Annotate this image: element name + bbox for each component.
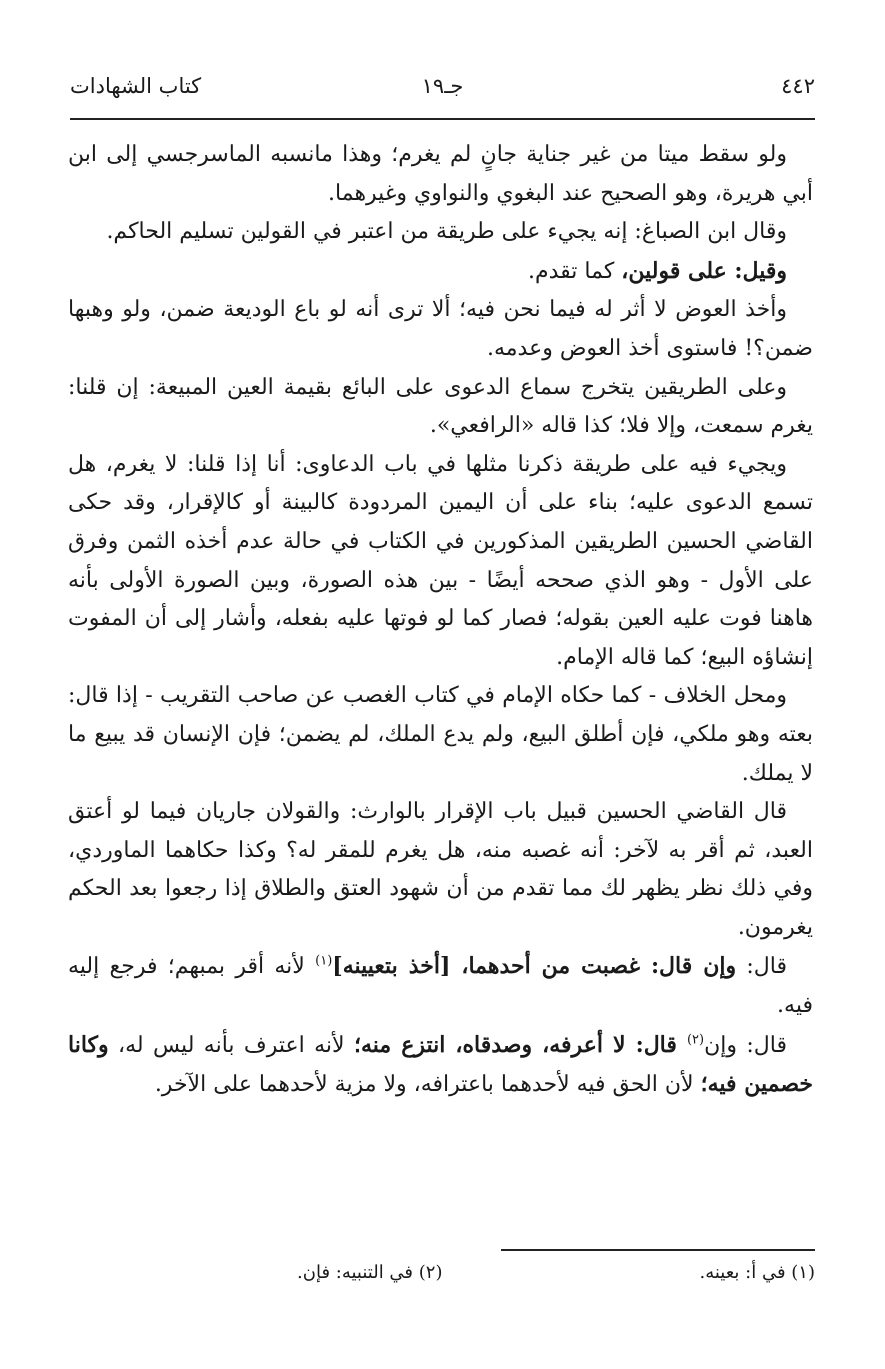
- paragraph: قال القاضي الحسين قبيل باب الإقرار بالوارث: والقولان جاريان فيما لو أعتق العبد، ثم أقر به لآخر: أنه غصبه منه، هل يغرم للمقر له؟ وكذا حكاهما الماوردي، وفي ذلك نظر يظهر لك مما تقدم من أن شهود العتق والطلاق إذا رجعوا بعد الحكم يغرمون.: [68, 799, 813, 940]
- book-title: كتاب الشهادات: [70, 74, 202, 98]
- paragraph: ومحل الخلاف - كما حكاه الإمام في كتاب الغصب عن صاحب التقريب - إذا قال: بعته وهو ملكي، فإن أطلق البيع، ولم يدع الملك، لم يضمن؛ فإن الإنسان قد يبيع ما لا يملك.: [68, 683, 813, 786]
- header-divider: [70, 118, 815, 120]
- volume-label: جـ١٩: [421, 74, 464, 98]
- paragraph: [68, 947, 813, 1025]
- matn-text: وكانا خصمين فيه؛: [68, 1031, 813, 1098]
- paragraph: ويجيء فيه على طريقة ذكرنا مثلها في باب الدعاوى: أنا إذا قلنا: لا يغرم، هل تسمع الدعوى عليه؛ بناء على أن اليمين المردودة كالبينة أو كالإقرار، وقد حكى القاضي الحسين الطريقين المذكورين في الكتاب في حالة عدم أخذه الثمن وفرق على الأول - وهو الذي صححه أيضًا - بين هذه الصورة، وبين الصورة الأولى بأنه هاهنا فوت عليه العين بقوله؛ فصار كما لو فوتها عليه بفعله، وأشار إلى أن المفوت إنشاؤه البيع؛ كما قاله الإمام.: [68, 451, 813, 670]
- running-header: [70, 66, 815, 106]
- footnote-ref: (٢): [686, 1032, 705, 1048]
- commentary-text: قال:: [736, 954, 788, 980]
- paragraph: [68, 1026, 813, 1105]
- paragraph: [68, 252, 813, 292]
- matn-text: وقيل: على قولين،: [621, 257, 787, 284]
- page-number: ٤٤٢: [781, 74, 815, 98]
- footnote-divider: [501, 1249, 815, 1251]
- matn-text: قال: لا أعرفه، وصدقاه، انتزع منه؛: [353, 1031, 687, 1058]
- footnote: (١) في أ: بعينه.: [699, 1262, 815, 1283]
- commentary-text: لأنه اعترف بأنه ليس له،: [108, 1032, 354, 1058]
- footnotes: [70, 1262, 815, 1283]
- paragraph: ولو سقط ميتا من غير جناية جانٍ لم يغرم؛ وهذا مانسبه الماسرجسي إلى ابن أبي هريرة، وهو الصحيح عند البغوي والنواوي وغيرهما.: [68, 142, 813, 206]
- paragraph: وقال ابن الصباغ: إنه يجيء على طريقة من اعتبر في القولين تسليم الحاكم.: [106, 219, 787, 245]
- paragraph: وأخذ العوض لا أثر له فيما نحن فيه؛ ألا ترى أنه لو باع الوديعة ضمن، ولو وهبها ضمن؟! فاستوى أخذ العوض وعدمه.: [68, 297, 813, 361]
- footnote: (٢) في التنبيه: فإن.: [297, 1262, 443, 1283]
- commentary-text: لأن الحق فيه لأحدهما باعترافه، ولا مزية لأحدهما على الآخر.: [154, 1072, 701, 1098]
- paragraph: وعلى الطريقين يتخرج سماع الدعوى على البائع بقيمة العين المبيعة: إن قلنا: يغرم سمعت، وإلا فلا؛ كذا قاله «الرافعي».: [68, 374, 813, 439]
- footnote-ref: (١): [315, 954, 333, 970]
- commentary-text: لأنه أقر بمبهم؛ فرجع إليه فيه.: [68, 954, 813, 1019]
- commentary-text: قال: وإن: [704, 1032, 787, 1058]
- commentary-text: كما تقدم.: [528, 258, 622, 284]
- main-text: [68, 136, 813, 1105]
- matn-text: وإن قال: غصبت من أحدهما، [أخذ بتعيينه]: [332, 953, 737, 980]
